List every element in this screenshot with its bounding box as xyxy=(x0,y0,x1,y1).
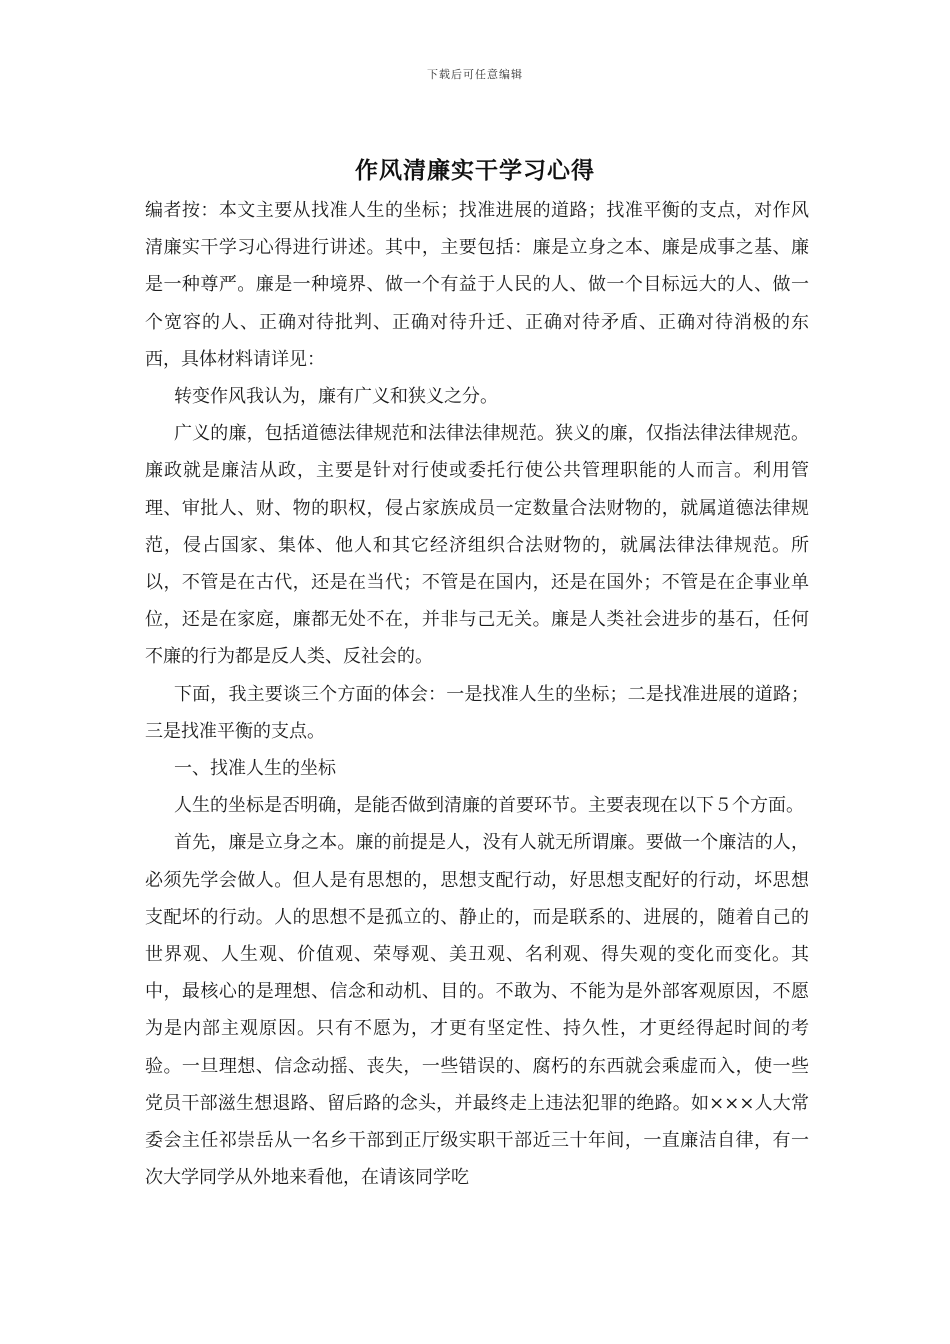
body-paragraph: 首先，廉是立身之本。廉的前提是人，没有人就无所谓廉。要做一个廉洁的人，必须先学会做人。但人是有思想的，思想支配行动，好思想支配好的行动，坏思想支配坏的行动。人的思想不是孤立的、静止的，而是联系的、进展的，随着自己的世界观、人生观、价值观、荣辱观、美丑观、名利观、得失观的变化而变化。其中，最核心的是理想、信念和动机、目的。不敢为、不能为是外部客观原因，不愿为是内部主观原因。只有不愿为，才更有坚定性、持久性，才更经得起时间的考验。一旦理想、信念动摇、丧失，一些错误的、腐朽的东西就会乘虚而入，使一些党员干部滋生想退路、留后路的念头，并最终走上违法犯罪的绝路。如×××人大常委会主任祁崇岳从一名乡干部到正厅级实职干部近三十年间，一直廉洁自律，有一次大学同学从外地来看他，在请该同学吃 xyxy=(145,832,809,1189)
page-header: 下载后可任意编辑 xyxy=(427,68,523,81)
section-heading: 一、找准人生的坐标 xyxy=(174,758,336,780)
body-paragraph: 广义的廉，包括道德法律规范和法律法律规范。狭义的廉，仅指法律法律规范。廉政就是廉洁从政，主要是针对行使或委托行使公共管理职能的人而言。利用管理、审批人、财、物的职权，侵占家族成员一定数量合法财物的，就属道德法律规范，侵占国家、集体、他人和其它经济组织合法财物的，就属法律法律规范。所以，不管是在古代，还是在当代；不管是在国内，还是在国外；不管是在企事业单位，还是在家庭，廉都无处不在，并非与己无关。廉是人类社会进步的基石，任何不廉的行为都是反人类、反社会的。 xyxy=(145,423,809,668)
document-title: 作风清廉实干学习心得 xyxy=(355,158,595,184)
body-paragraph: 人生的坐标是否明确，是能否做到清廉的首要环节。主要表现在以下５个方面。 xyxy=(174,795,804,817)
document-body xyxy=(145,192,809,1196)
editor-note-paragraph: 编者按：本文主要从找准人生的坐标；找准进展的道路；找准平衡的支点，对作风清廉实干学习心得进行讲述。其中，主要包括：廉是立身之本、廉是成事之基、廉是一种尊严。廉是一种境界、做一个有益于人民的人、做一个目标远大的人、做一个宽容的人、正确对待批判、正确对待升迁、正确对待矛盾、正确对待消极的东西，具体材料请详见： xyxy=(145,200,809,370)
body-paragraph: 转变作风我认为，廉有广义和狭义之分。 xyxy=(174,386,498,408)
body-paragraph: 下面，我主要谈三个方面的体会：一是找准人生的坐标；二是找准进展的道路；三是找准平衡的支点。 xyxy=(145,683,809,742)
